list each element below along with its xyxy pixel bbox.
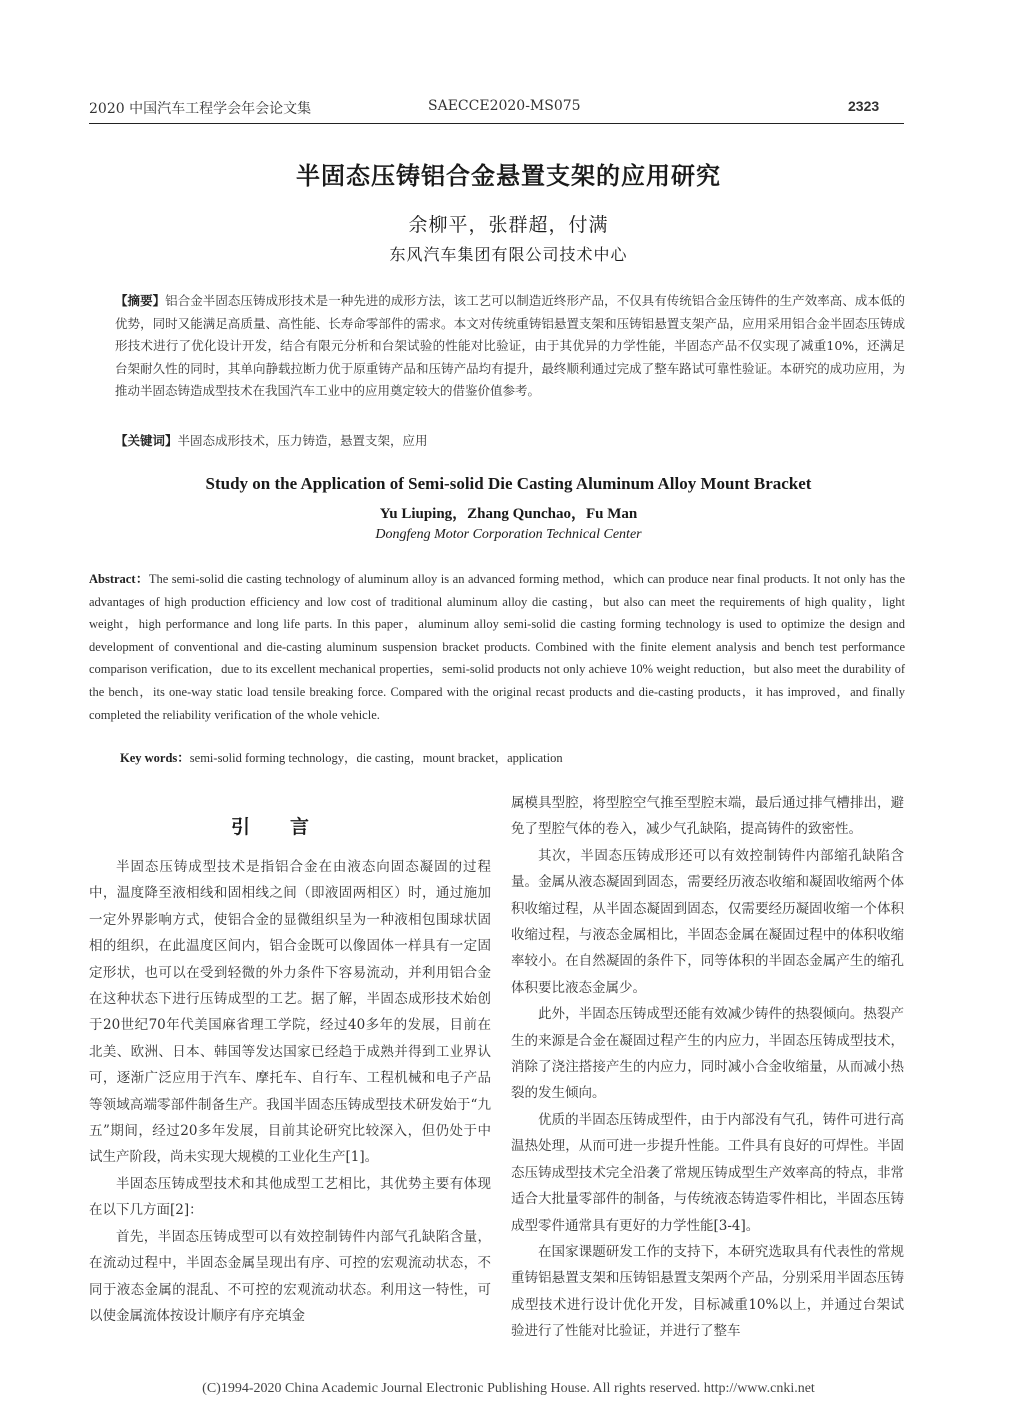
abstract-en-text: The semi-solid die casting technology of aluminum alloy is an advanced forming method，which can produce near final products. It not only has the advantages of high production efficiency and low cost of traditional aluminum alloy die casting，but also can meet the requirements of high quality，light weight，high performance and long life parts. In this paper，aluminum alloy semi-solid die casting forming technology is used to optimize the design and development of conventional and die-casting aluminum suspension bracket products. Combined with the finite element analysis and bench test performance comparison verification，due to its excellent mechanical properties，semi-solid products not only achieve 10% weight reduction，but also meet the durability of the bench，its one-way static load tensile breaking force. Compared with the original recast products and die-casting products，it has improved，and finally completed the reliability verification of the whole vehicle. xyxy=(89,572,905,722)
title-en: Study on the Application of Semi-solid Die Casting Aluminum Alloy Mount Bracket xyxy=(205,474,812,493)
paragraph: 优质的半固态压铸成型件，由于内部没有气孔，铸件可进行高温热处理，从而可进一步提升性能。工件具有良好的可焊性。半固态压铸成型技术完全沿袭了常规压铸成型生产效率高的特点，非常适合大批量零部件的制备，与传统液态铸造零件相比，半固态压铸成型零件通常具有更好的力学性能[3-4]。 xyxy=(511,1111,904,1234)
paragraph: 半固态压铸成型技术和其他成型工艺相比，其优势主要有体现在以下几方面[2]： xyxy=(89,1175,491,1219)
paragraph: 此外，半固态压铸成型还能有效减少铸件的热裂倾向。热裂产生的来源是合金在凝固过程产生的内应力，半固态压铸成型技术，消除了浇注搭接产生的内应力，同时减小合金收缩量，从而减小热裂的发生倾向。 xyxy=(511,1006,904,1102)
abstract-cn xyxy=(115,290,905,403)
title-cn: 半固态压铸铝合金悬置支架的应用研究 xyxy=(296,162,721,190)
keywords-en-label: Key words： xyxy=(120,751,190,765)
paragraph: 其次，半固态压铸成形还可以有效控制铸件内部缩孔缺陷含量。金属从液态凝固到固态，需要经历液态收缩和凝固收缩两个体积收缩过程，从半固态凝固到固态，仅需要经历凝固收缩一个体积收缩过程，与液态金属相比，半固态金属在凝固过程中的体积收缩率较小。在自然凝固的条件下，同等体积的半固态金属产生的缩孔体积要比液态金属少。 xyxy=(511,847,904,996)
keywords-cn-label: 【关键词】 xyxy=(115,433,178,448)
abstract-cn-label: 【摘要】 xyxy=(115,293,166,308)
right-column xyxy=(511,790,904,1345)
paragraph: 在国家课题研发工作的支持下，本研究选取具有代表性的常规重铸铝悬置支架和压铸铝悬置支架两个产品，分别采用半固态压铸成型技术进行设计优化开发，目标减重10%以上，并通过台架试验进行了性能对比验证，并进行了整车 xyxy=(511,1243,904,1340)
page-number: 2323 xyxy=(848,98,880,114)
abstract-cn-text: 铝合金半固态压铸成形技术是一种先进的成形方法，该工艺可以制造近终形产品，不仅具有传统铝合金压铸件的生产效率高、成本低的优势，同时又能满足高质量、高性能、长寿命零部件的需求。本文对传统重铸铝悬置支架和压铸铝悬置支架产品，应用采用铝合金半固态压铸成形技术进行了优化设计开发，结合有限元分析和台架试验的性能对比验证，由于其优异的力学性能，半固态产品不仅实现了减重10%，还满足台架耐久性的同时，其单向静载拉断力优于原重铸产品和压铸产品均有提升，最终顺利通过完成了整车路试可靠性验证。本研究的成功应用，为推动半固态铸造成型技术在我国汽车工业中的应用奠定较大的借鉴价值参考。 xyxy=(115,293,905,398)
affiliation-en: Dongfeng Motor Corporation Technical Center xyxy=(375,527,642,542)
keywords-en-text: semi-solid forming technology，die casting，mount bracket，application xyxy=(189,751,563,765)
abstract-en xyxy=(89,568,905,726)
keywords-cn-text: 半固态成形技术，压力铸造，悬置支架，应用 xyxy=(177,433,428,448)
left-column xyxy=(89,854,491,1329)
authors-en: Yu Liuping，Zhang Qunchao，Fu Man xyxy=(379,506,638,522)
keywords-cn xyxy=(115,431,905,449)
section-heading-intro: 引言 xyxy=(230,816,349,838)
copyright-footer: (C)1994-2020 China Academic Journal Electronic Publishing House. All rights reserved. http://www.cnki.net xyxy=(202,1381,815,1396)
abstract-en-label: Abstract： xyxy=(89,572,149,586)
keywords-en xyxy=(120,748,900,766)
authors-cn: 余柳平，张群超，付满 xyxy=(408,214,609,236)
journal-name: 2020 中国汽车工程学会年会论文集 xyxy=(89,101,312,117)
paragraph: 首先，半固态压铸成型可以有效控制铸件内部气孔缺陷含量，在流动过程中，半固态金属呈现出有序、可控的宏观流动状态，不同于液态金属的混乱、不可控的宏观流动状态。利用这一特性，可以使金属流体按设计顺序有序充填金 xyxy=(89,1228,491,1324)
affiliation-cn: 东风汽车集团有限公司技术中心 xyxy=(389,245,628,264)
header-rule xyxy=(89,123,904,124)
paragraph-continued: 属模具型腔，将型腔空气推至型腔末端，最后通过排气槽排出，避免了型腔气体的卷入，减少气孔缺陷，提高铸件的致密性。 xyxy=(511,795,904,838)
paper-code: SAECCE2020-MS075 xyxy=(428,98,581,114)
paragraph: 半固态压铸成型技术是指铝合金在由液态向固态凝固的过程中，温度降至液相线和固相线之间（即液固两相区）时，通过施加一定外界影响方式，使铝合金的显微组织呈为一种液相包围球状固相的组织，在此温度区间内，铝合金既可以像固体一样具有一定固定形状，也可以在受到轻微的外力条件下容易流动，并利用铝合金在这种状态下进行压铸成型的工艺。据了解，半固态成形技术始创于20世纪70年代美国麻省理工学院，经过40多年的发展，目前在北美、欧洲、日本、韩国等发达国家已经趋于成熟并得到工业界认可，逐渐广泛应用于汽车、摩托车、自行车、工程机械和电子产品等领域高端零部件制备生产。我国半固态压铸成型技术研发始于“九五”期间，经过20多年发展，目前其论研究比较深入，但仍处于中试生产阶段，尚未实现大规模的工业化生产[1]。 xyxy=(89,859,491,1166)
